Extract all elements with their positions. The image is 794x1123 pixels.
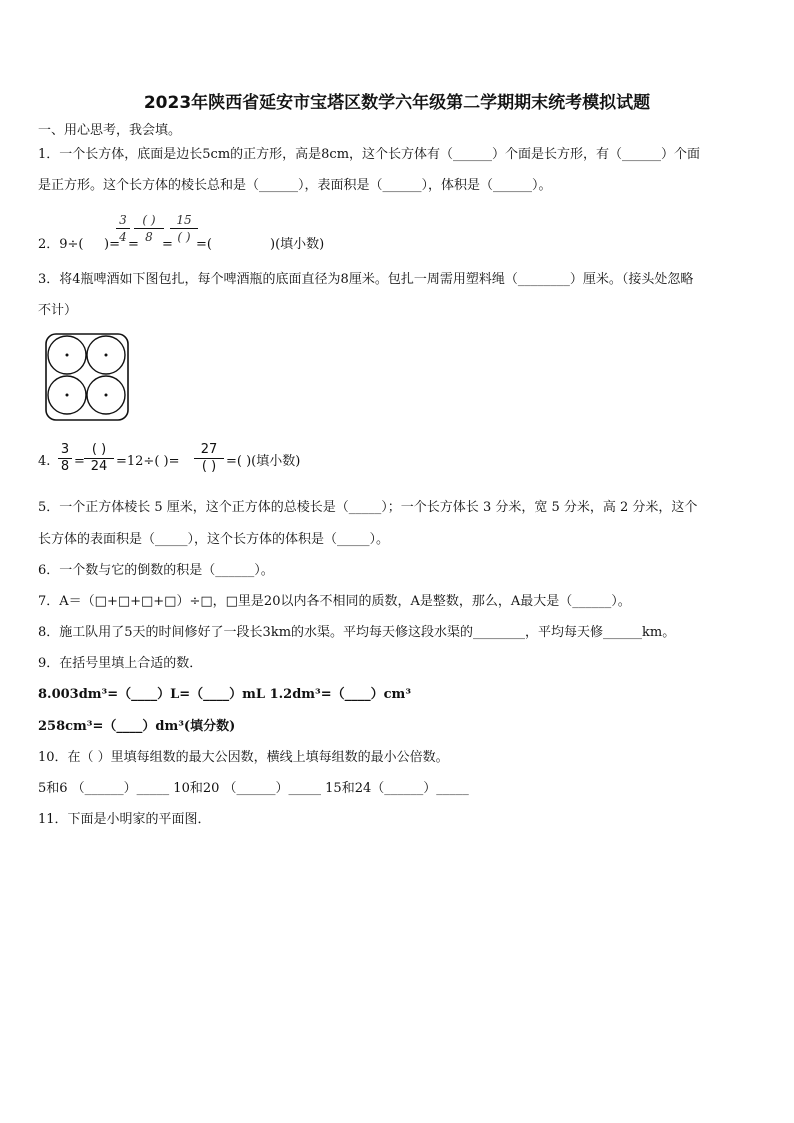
question-7: 7．A＝（□+□+□+□）÷□，□里是20以内各不相同的质数，A是整数，那么，A最大是（______）。 (38, 594, 631, 609)
fraction-denominator: 8 (145, 230, 153, 244)
fraction-denominator: 8 (60, 459, 70, 474)
fraction-3-8 (58, 442, 72, 475)
fraction-numerator: 15 (170, 212, 198, 229)
center-dot (105, 354, 108, 357)
fraction-numerator: ( ) (84, 442, 114, 459)
question-2-text-e: )(填小数) (270, 237, 325, 252)
question-2-equals: = (128, 237, 139, 252)
beer-bottles-diagram (44, 332, 130, 424)
fraction-denominator: 24 (90, 459, 108, 474)
fraction-denominator: ( ) (177, 230, 191, 244)
question-4-middle: =12÷( )= (116, 454, 180, 469)
question-9-line-1: 9．在括号里填上合适的数． (38, 656, 203, 671)
question-2-text-d: =( (196, 237, 212, 252)
question-1-line-1: 1．一个长方体，底面是边长5cm的正方形，高是8cm，这个长方体有（______）个面是长方形，有（______）个面 (38, 147, 701, 162)
fraction-blank-8 (134, 212, 164, 245)
question-11: 11．下面是小明家的平面图． (38, 812, 211, 827)
question-10-line-1: 10．在（ ）里填每组数的最大公因数，横线上填每组数的最小公倍数。 (38, 750, 449, 765)
question-1-line-2: 是正方形。这个长方体的棱长总和是（______），表面积是（______），体积是（______）。 (38, 178, 552, 193)
center-dot (66, 394, 69, 397)
center-dot (105, 394, 108, 397)
fraction-15-blank (170, 212, 198, 245)
fraction-numerator: 27 (194, 442, 224, 459)
fraction-blank-24 (84, 442, 114, 475)
binding-rope (46, 334, 128, 420)
question-9-line-3: 258cm³=（____）dm³(填分数) (38, 719, 236, 734)
question-5-line-2: 长方体的表面积是（_____），这个长方体的体积是（_____）。 (38, 532, 390, 547)
fraction-numerator: ( ) (134, 212, 164, 229)
question-3-line-2: 不计） (38, 303, 78, 318)
question-8: 8．施工队用了5天的时间修好了一段长3km的水渠。平均每天修这段水渠的________，平均每天修______km。 (38, 625, 676, 640)
center-dot (66, 354, 69, 357)
question-4-equals: = (74, 454, 85, 469)
question-2-equals-2: = (162, 237, 173, 252)
page-title: 2023年陕西省延安市宝塔区数学六年级第二学期期末统考模拟试题 (143, 93, 651, 113)
question-2-text-b: )= (104, 237, 120, 252)
fraction-numerator: 3 (58, 442, 72, 459)
question-10-line-2: 5和6 （______）_____ 10和20 （______）_____ 15和24（______）_____ (38, 781, 469, 796)
question-9-line-2: 8.003dm³=（____）L=（____）mL 1.2dm³=（____）cm³ (38, 687, 412, 702)
question-5-line-1: 5．一个正方体棱长 5 厘米，这个正方体的总棱长是（_____）；一个长方体长 3 分米，宽 5 分米，高 2 分米，这个 (38, 500, 698, 515)
question-2-text-a: 2．9÷( (38, 237, 84, 252)
question-4-tail: =( )(填小数) (226, 454, 301, 469)
fraction-27-blank (194, 442, 224, 475)
question-4-number: 4. (38, 454, 51, 469)
fraction-denominator: 4 (119, 230, 127, 244)
question-3-line-1: 3．将4瓶啤酒如下图包扎，每个啤酒瓶的底面直径为8厘米。包扎一周需用塑料绳（________）厘米。（接头处忽略 (38, 272, 694, 287)
fraction-denominator: ( ) (201, 459, 217, 474)
question-6: 6．一个数与它的倒数的积是（______）。 (38, 563, 274, 578)
fraction-numerator: 3 (116, 212, 130, 229)
section-heading: 一、用心思考，我会填。 (38, 123, 182, 138)
